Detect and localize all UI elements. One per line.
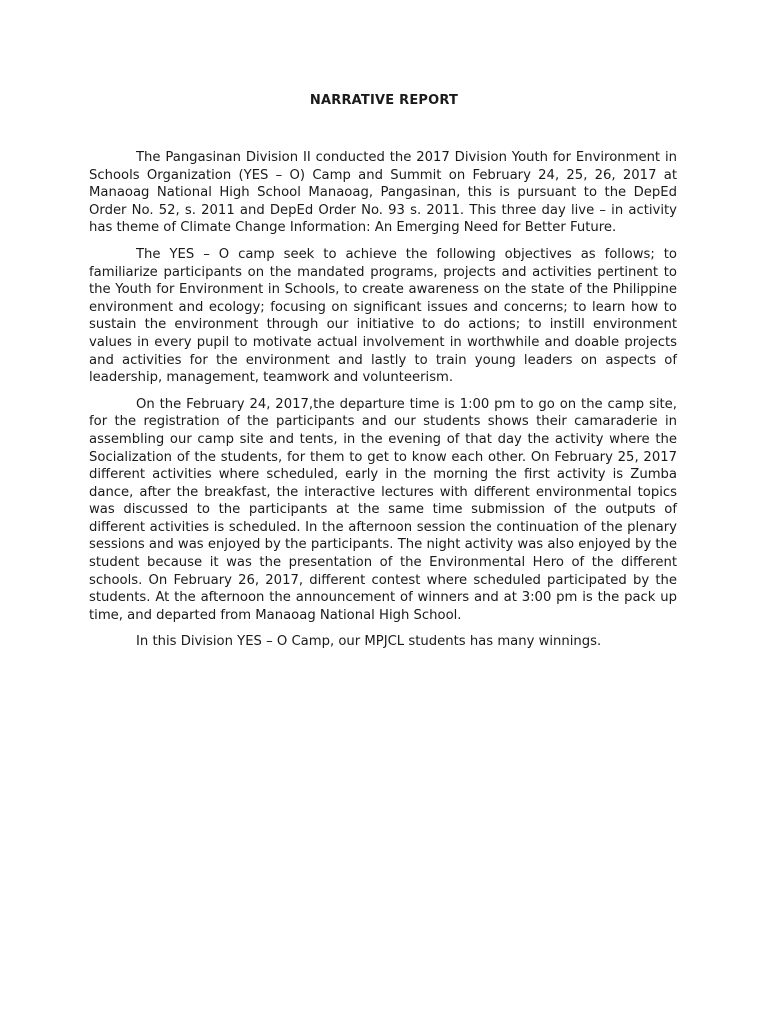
paragraph-activities: On the February 24, 2017,the departure time is 1:00 pm to go on the camp site, for the registration of the participants and our students shows their camaraderie in assembling our camp site and tents, in the evening of that day the activity where the Socialization of the students, for them to get to know each other. On February 25, 2017 different activities where scheduled, early in the morning the first activity is Zumba dance, after the breakfast, the interactive lectures with different environmental topics was discussed to the participants at the same time submission of the outputs of different activities is scheduled. In the afternoon session the continuation of the plenary sessions and was enjoyed by the participants. The night activity was also enjoyed by the student because it was the presentation of the Environmental Hero of the different schools. On February 26, 2017, different contest where scheduled participated by the students. At the afternoon the announcement of winners and at 3:00 pm is the pack up time, and departed from Manaoag National High School. <box>89 396 677 623</box>
paragraph-objectives: The YES – O camp seek to achieve the following objectives as follows; to familiarize participants on the mandated programs, projects and activities pertinent to the Youth for Environment in Schools, to create awareness on the state of the Philippine environment and ecology; focusing on significant issues and concerns; to learn how to sustain the environment through our initiative to do actions; to instill environment values in every pupil to motivate actual involvement in worthwhile and doable projects and activities for the environment and lastly to train young leaders on aspects of leadership, management, teamwork and volunteerism. <box>89 246 677 386</box>
paragraph-intro: The Pangasinan Division II conducted the 2017 Division Youth for Environment in Schools Organization (YES – O) Camp and Summit on February 24, 25, 26, 2017 at Manaoag National High School Manaoag, Pangasinan, this is pursuant to the DepEd Order No. 52, s. 2011 and DepEd Order No. 93 s. 2011. This three day live – in activity has theme of Climate Change Information: An Emerging Need for Better Future. <box>89 150 677 236</box>
document-body <box>89 149 677 660</box>
paragraph-conclusion: In this Division YES – O Camp, our MPJCL students has many winnings. <box>136 634 602 650</box>
document-title: NARRATIVE REPORT <box>309 93 459 108</box>
